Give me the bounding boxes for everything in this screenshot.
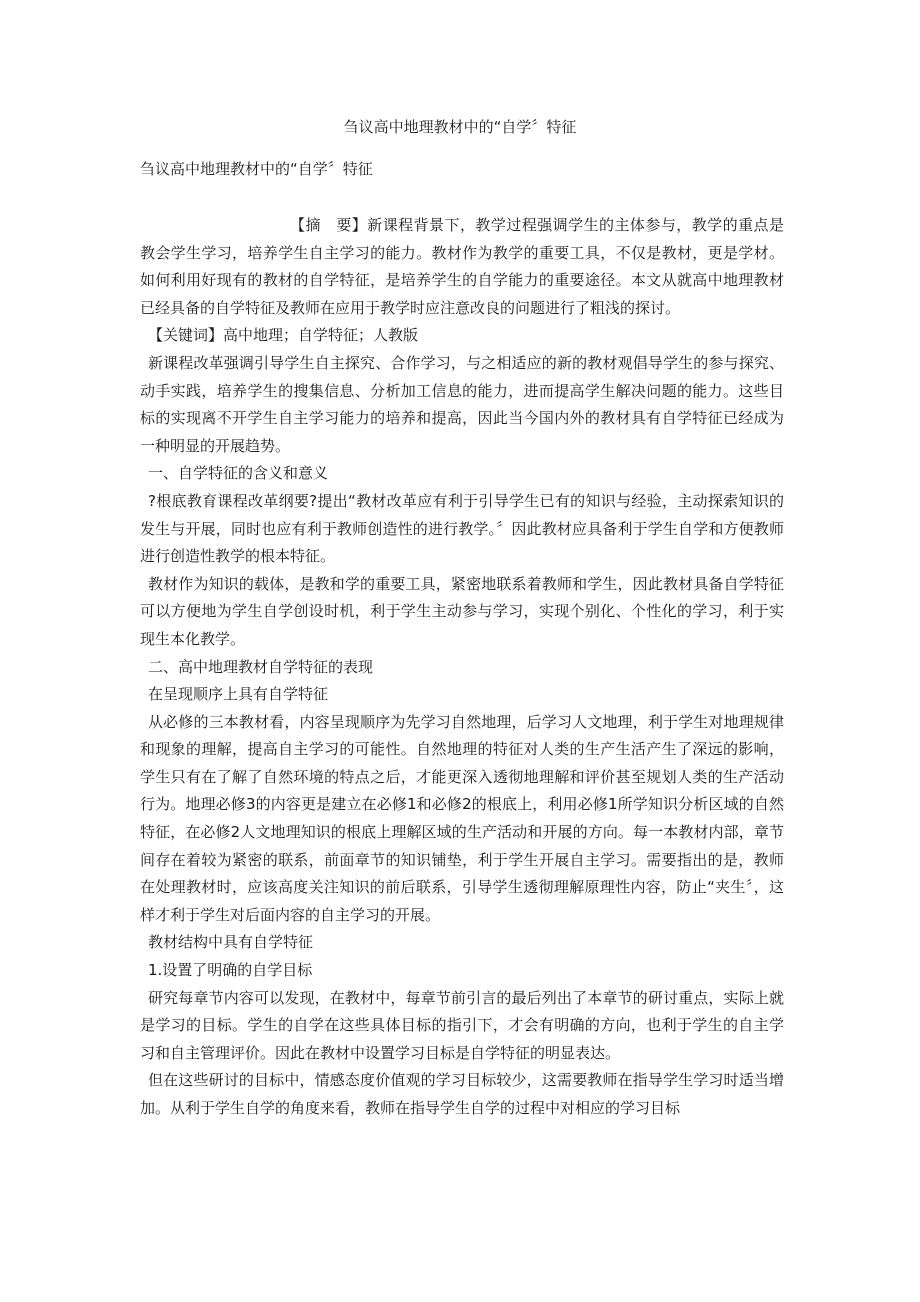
abstract-paragraph: 【摘 要】新课程背景下，教学过程强调学生的主体参与，教学的重点是教会学生学习，培养学生自主学习的能力。教材作为教学的重要工具，不仅是教材，更是学材。如何利用好现有的教材的自学特征，是培养学生的自学能力的重要途径。本文从就高中地理教材已经具备的自学特征及教师在应用于教学时应注意改良的问题进行了粗浅的探讨。 [140,216,784,317]
document-subtitle: 刍议高中地理教材中的“自学〞特征 [140,160,373,178]
body-paragraph: 教材作为知识的载体，是教和学的重要工具，紧密地联系着教师和学生，因此教材具备自学特征可以方便地为学生自学创设时机，利于学生主动参与学习，实现个别化、个性化的学习，利于实现生本化教学。 [140,574,784,648]
keywords-paragraph: 【关键词】高中地理；自学特征；人教版 [148,326,419,345]
section-heading: 一、自学特征的含义和意义 [148,464,329,483]
body-paragraph: 新课程改革强调引导学生自主探究、合作学习，与之相适应的新的教材观倡导学生的参与探究、动手实践，培养学生的搜集信息、分析加工信息的能力，进而提高学生解决问题的能力。这些目标的实现离不开学生自主学习能力的培养和提高，因此当今国内外的教材具有自学特征已经成为一种明显的开展趋势。 [140,353,784,455]
document-body [140,212,784,1123]
body-paragraph: 研究每章节内容可以发现，在教材中，每章节前引言的最后列出了本章节的研讨重点，实际上就是学习的目标。学生的自学在这些具体目标的指引下，才会有明确的方向，也利于学生的自主学习和自主管理评价。因此在教材中设置学习目标是自学特征的明显表达。 [140,988,784,1062]
body-paragraph: 但在这些研讨的目标中，情感态度价值观的学习目标较少，这需要教师在指导学生学习时适当增加。从利于学生自学的角度来看，教师在指导学生自学的过程中对相应的学习目标 [140,1071,784,1117]
document-title: 刍议高中地理教材中的“自学〞特征 [343,118,577,136]
subsection-heading: 在呈现顺序上具有自学特征 [148,685,329,704]
body-paragraph: 从必修的三本教材看，内容呈现顺序为先学习自然地理，后学习人文地理，利于学生对地理规律和现象的理解，提高自主学习的可能性。自然地理的特征对人类的生产生活产生了深远的影响，学生只有在了解了自然环境的特点之后，才能更深入透彻地理解和评价甚至规划人类的生产活动行为。地理必修3的内容更是建立在必修1和必修2的根底上，利用必修1所学知识分析区域的自然特征，在必修2人文地理知识的根底上理解区域的生产活动和开展的方向。每一本教材内部，章节间存在着较为紧密的联系，前面章节的知识铺垫，利于学生开展自主学习。需要指出的是，教师在处理教材时，应该高度关注知识的前后联系，引导学生透彻理解原理性内容，防止“夹生〞，这样才利于学生对后面内容的自主学习的开展。 [140,712,784,924]
section-heading: 二、高中地理教材自学特征的表现 [148,657,374,676]
subsection-heading: 教材结构中具有自学特征 [148,933,314,952]
body-paragraph: ?根底教育课程改革纲要?提出“教材改革应有利于引导学生已有的知识与经验，主动探索知识的发生与开展，同时也应有利于教师创造性的进行教学。〞因此教材应具备利于学生自学和方便教师进行创造性教学的根本特征。 [140,491,784,566]
numbered-heading: 1.设置了明确的自学目标 [148,961,313,980]
